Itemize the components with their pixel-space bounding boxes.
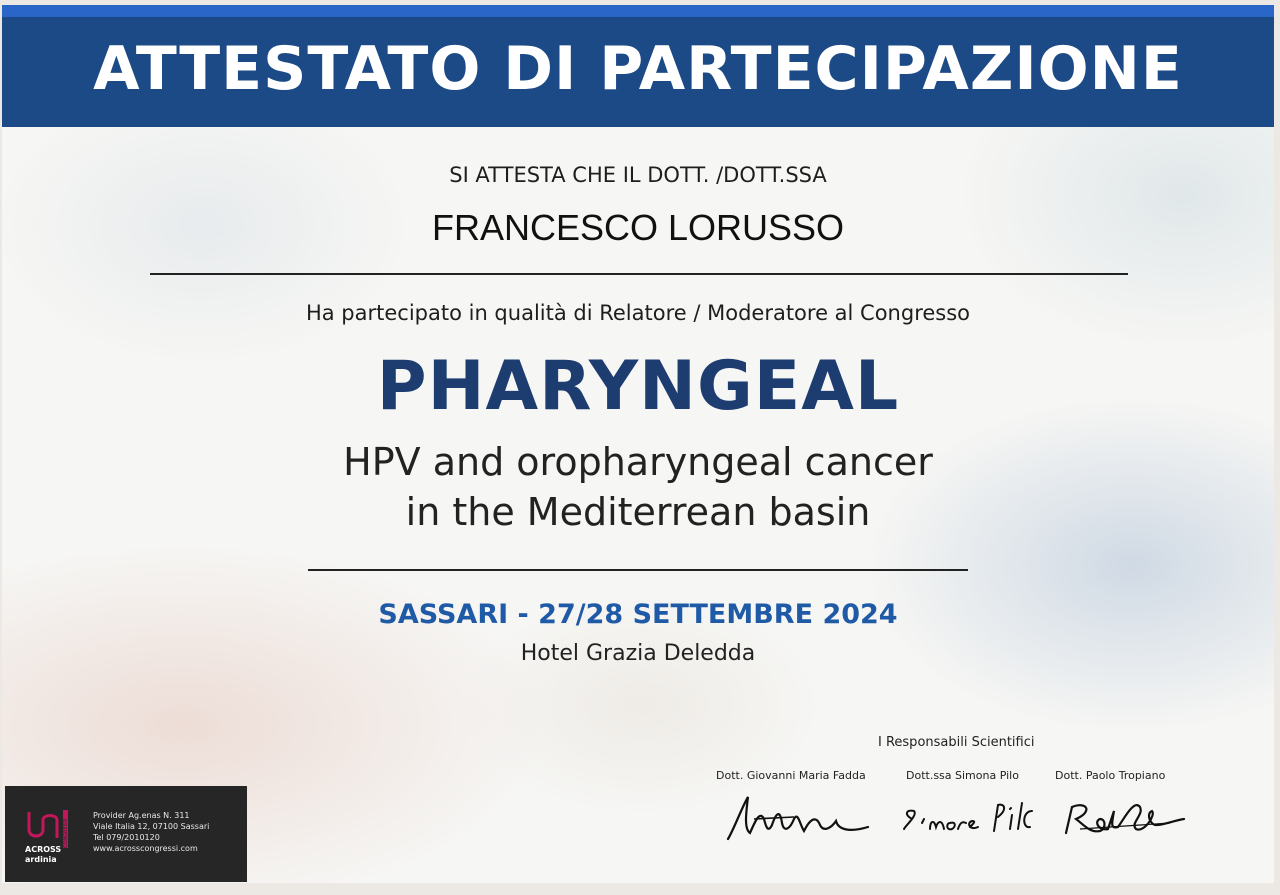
role-line: Ha partecipato in qualità di Relatore / Moderatore al Congresso [305, 301, 971, 325]
provider-box [5, 786, 247, 882]
participant-name: FRANCESCO LORUSSO [431, 207, 845, 248]
header-bar [2, 5, 1274, 127]
subtitle-line-1: HPV and oropharyngeal cancer [343, 440, 933, 484]
provider-accreditation: Provider Ag.enas N. 311 [93, 811, 190, 820]
certificate-title: ATTESTATO DI PARTECIPAZIONE [93, 34, 1183, 104]
signature-tropiano [1060, 789, 1190, 845]
divider-top [150, 273, 1128, 275]
event-date-location: SASSARI - 27/28 SETTEMBRE 2024 [378, 599, 898, 630]
event-venue: Hotel Grazia Deledda [520, 641, 756, 666]
logo-text-sardinia: ardinia [25, 855, 57, 864]
signatory-name-1: Dott. Giovanni Maria Fadda [716, 769, 866, 782]
provider-address: Viale Italia 12, 07100 Sassari [93, 822, 210, 831]
attest-line: SI ATTESTA CHE IL DOTT. /DOTT.SSA [449, 163, 827, 187]
provider-info [93, 810, 209, 854]
signature-fadda [724, 789, 874, 845]
logo-text-across: ACROSS [25, 845, 62, 854]
signatory-name-3: Dott. Paolo Tropiano [1055, 769, 1166, 782]
signatory-name-2: Dott.ssa Simona Pilo [906, 769, 1019, 782]
subtitle-line-2: in the Mediterrean basin [405, 490, 871, 534]
certificate [2, 5, 1274, 883]
congress-subtitle [2, 437, 1274, 537]
provider-website: www.acrosscongressi.com [93, 844, 198, 853]
across-congressi-logo [23, 808, 89, 864]
provider-phone: Tel 079/2010120 [93, 833, 160, 842]
signature-pilo [900, 789, 1040, 845]
logo-text-congressi: CONGRESSI [63, 818, 69, 848]
divider-bottom [308, 569, 968, 571]
congress-title: PHARYNGEAL [376, 347, 900, 426]
signatures-heading: I Responsabili Scientifici [878, 735, 1035, 750]
